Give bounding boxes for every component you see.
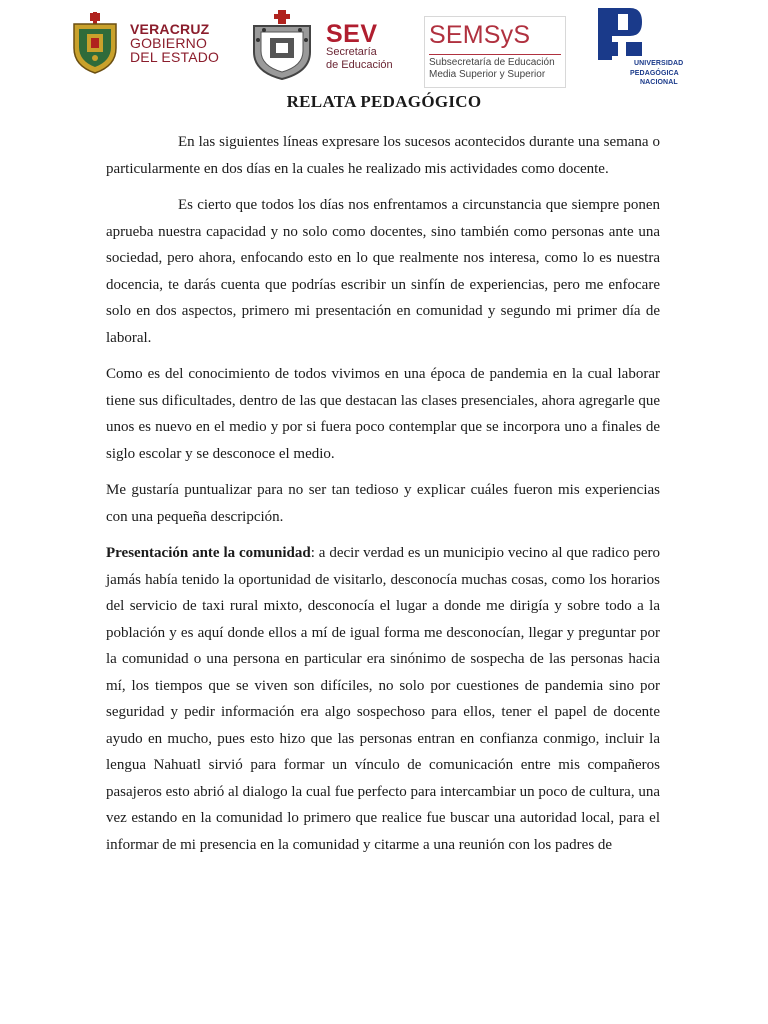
paragraph-1: En las siguientes líneas expresare los sucesos acontecidos durante una semana o particularmente en dos días en la cuales he realizado mis actividades como docente. <box>106 134 660 177</box>
paragraph-3: Como es del conocimiento de todos vivimos en una época de pandemia en la cual laborar tiene sus dificultades, dentro de las que destacan las clases presenciales, ahora agregarle que unos es nuevo en el medio y por si fuera poco contemplar que se incorpora uno a finales de siglo escolar y se desconoce el medio. <box>106 366 660 462</box>
section-text: : a decir verdad es un municipio vecino al que radico pero jamás había tenido la oportunidad de visitarlo, desconocía muchas cosas, como los horarios del servicio de taxi rural mixto, desconocía el lugar a donde me dirigía y sobre todo a la población y es aquí donde ellos a mí de igual forma me desconocían, llegar y preguntar por la comunidad o una persona en particular era sinónimo de sospecha de las personas hacia mí, los tiempos que se viven son difíciles, no solo por cuestiones de pandemia sino por seguridad y pedir información era algo sospechoso para ellos, tener el papel de docente ayudo en mucho, pues esto hizo que las personas entran en confianza conmigo, incluir la lengua Nahuatl sirvió para formar un vínculo de comunicación entre mis compañeros pasajeros esto abrió al dialogo la cual fue perfecto para intercambiar un poco de cultura, una vez estando en la comunidad lo primero que realice fue buscar una autoridad local, para el informar de mi presencia en la comunidad y citarme a una reunión con los padres de <box>106 545 660 853</box>
header-logos <box>0 0 768 95</box>
upn-line3: NACIONAL <box>640 79 678 86</box>
paragraph-2: Es cierto que todos los días nos enfrentamos a circunstancia que siempre ponen aprueba nuestra capacidad y no solo como docentes, sino también como personas ante una sociedad, pero ahora, enfocando esto en lo que realmente nos interesa, como lo es nuestra docencia, te darás cuenta que podrías escribir un sinfín de experiencias, pero me enfocare solo en dos aspectos, primero mi presentación en comunidad y segundo mi primer día de laboral. <box>106 197 660 346</box>
veracruz-state: DEL ESTADO <box>130 49 220 65</box>
sev-crest-icon <box>250 10 314 80</box>
veracruz-logo <box>68 12 228 76</box>
semsys-line2: Media Superior y Superior <box>429 69 546 80</box>
sev-line2: de Educación <box>326 59 393 71</box>
sev-logo <box>250 10 420 80</box>
upn-line1: UNIVERSIDAD <box>634 60 684 67</box>
document-body <box>106 129 660 868</box>
semsys-line1: Subsecretaría de Educación <box>429 57 555 68</box>
paragraph-5 <box>106 540 660 858</box>
upn-line2: PEDAGÓGICA <box>630 70 679 77</box>
semsys-divider <box>429 54 561 55</box>
section-heading: Presentación ante la comunidad <box>106 545 311 561</box>
semsys-logo <box>424 16 566 88</box>
sev-line1: Secretaría <box>326 46 377 58</box>
veracruz-name: VERACRUZ <box>130 21 210 37</box>
upn-logo <box>594 8 686 88</box>
paragraph-4: Me gustaría puntualizar para no ser tan tedioso y explicar cuáles fueron mis experiencias con una pequeña descripción. <box>106 482 660 525</box>
upn-logo-icon <box>594 8 686 68</box>
sev-abbreviation: SEV <box>326 20 378 48</box>
veracruz-crest-icon <box>68 12 122 74</box>
document-title: RELATA PEDAGÓGICO <box>286 92 482 111</box>
semsys-abbreviation: SEMSyS <box>429 21 531 49</box>
veracruz-government: GOBIERNO <box>130 35 208 51</box>
